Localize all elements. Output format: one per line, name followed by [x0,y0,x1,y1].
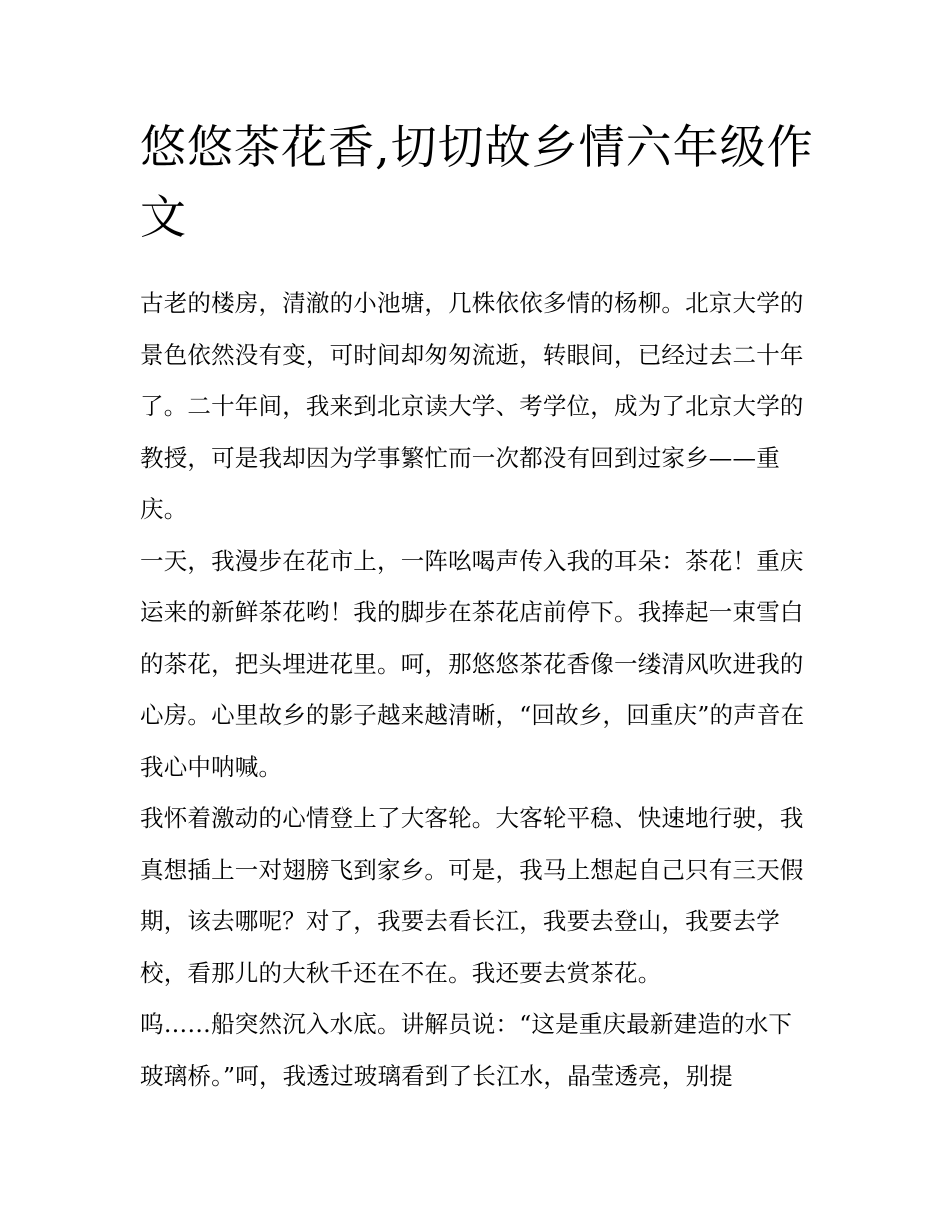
document-title: 悠悠茶花香,切切故乡情六年级作文 [140,120,814,244]
document-body [140,278,812,1102]
paragraph-2: 一天，我漫步在花市上，一阵吆喝声传入我的耳朵：茶花！重庆运来的新鲜茶花哟！我的脚步在茶花店前停下。我捧起一束雪白的茶花，把头埋进花里。呵，那悠悠茶花香像一缕清风吹进我的心房。心里故乡的影子越来越清晰，“回故乡，回重庆”的声音在我心中呐喊。 [140,546,805,781]
paragraph-4: 呜……船突然沉入水底。讲解员说：“这是重庆最新建造的水下玻璃桥。”呵，我透过玻璃看到了长江水，晶莹透亮，别提 [140,1010,793,1090]
paragraph-1: 古老的楼房，清澈的小池塘，几株依依多情的杨柳。北京大学的景色依然没有变，可时间却匆匆流逝，转眼间，已经过去二十年了。二十年间，我来到北京读大学、考学位，成为了北京大学的教授，可是我却因为学事繁忙而一次都没有回到过家乡——重庆。 [140,289,804,523]
paragraph-3: 我怀着激动的心情登上了大客轮。大客轮平稳、快速地行驶，我真想插上一对翅膀飞到家乡。可是，我马上想起自己只有三天假期，该去哪呢？对了，我要去看长江，我要去登山，我要去学校，看那儿的大秋千还在不在。我还要去赏茶花。 [140,804,804,987]
